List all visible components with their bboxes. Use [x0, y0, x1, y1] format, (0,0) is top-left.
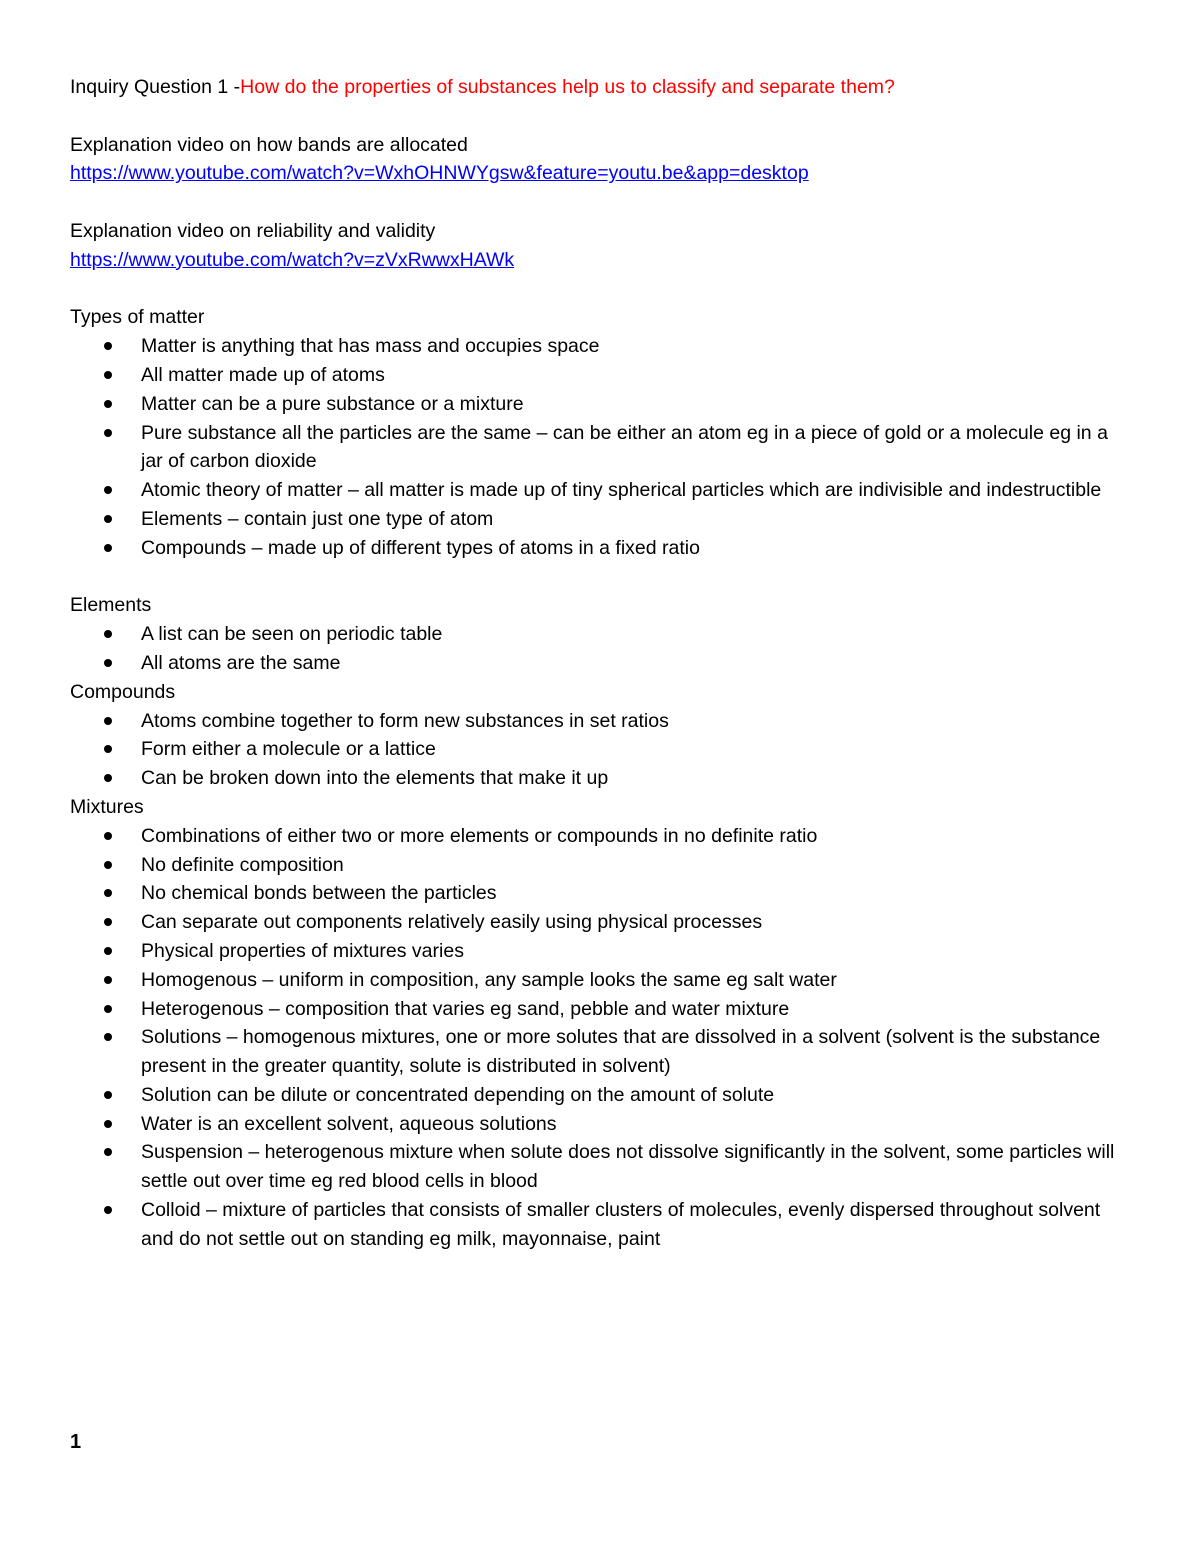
bullet-icon — [104, 745, 112, 753]
list-item — [70, 649, 1130, 678]
list-item-text: All matter made up of atoms — [141, 363, 385, 386]
list-item-text: Solution can be dilute or concentrated depending on the amount of solute — [141, 1083, 775, 1106]
inquiry-question-line — [70, 73, 1130, 102]
inquiry-label: Inquiry Question 1 - — [70, 76, 241, 98]
video-link[interactable]: https://www.youtube.com/watch?v=zVxRwwxHAWk — [70, 248, 515, 271]
list-item — [70, 1196, 1130, 1254]
section-heading-compounds: Compounds — [70, 680, 176, 703]
list-item-text: Colloid – mixture of particles that consists of smaller clusters of molecules, evenly dispersed throughout solvent and do not settle out on standing eg milk, mayonnaise, paint — [141, 1199, 1101, 1250]
list-item-text: Heterogenous – composition that varies eg sand, pebble and water mixture — [141, 997, 790, 1020]
bullet-icon — [104, 544, 112, 552]
bullet-icon — [104, 1005, 112, 1013]
list-item-text: Elements – contain just one type of atom — [141, 507, 494, 530]
video-link-line — [70, 246, 1130, 275]
video-title: Explanation video on reliability and validity — [70, 219, 436, 242]
bullet-icon — [104, 1091, 112, 1099]
section-heading-types-of-matter: Types of matter — [70, 306, 205, 329]
list-item-text: Matter is anything that has mass and occupies space — [141, 335, 600, 358]
bullet-icon — [104, 371, 112, 379]
list-item — [70, 620, 1130, 649]
list-item — [70, 735, 1130, 764]
list-item-text: Pure substance all the particles are the same – can be either an atom eg in a piece of gold or a molecule eg in a jar of carbon dioxide — [141, 421, 1108, 473]
list-item — [70, 419, 1130, 477]
bullet-icon — [104, 659, 112, 667]
list-item — [70, 390, 1130, 419]
bullet-icon — [104, 486, 112, 494]
list-item — [70, 822, 1130, 851]
list-item-text: Suspension – heterogenous mixture when solute does not dissolve significantly in the solvent, some particles will settle out over time eg red blood cells in blood — [141, 1141, 1115, 1193]
bullet-list-elements — [70, 620, 1130, 678]
bullet-icon — [104, 861, 112, 869]
video-link[interactable]: https://www.youtube.com/watch?v=WxhOHNWYgsw&feature=youtu.be&app=desktop — [70, 162, 809, 185]
section-heading-mixtures: Mixtures — [70, 795, 144, 818]
list-item-text: Water is an excellent solvent, aqueous solutions — [141, 1112, 557, 1135]
bullet-icon — [104, 342, 112, 350]
list-item — [70, 707, 1130, 736]
bullet-icon — [104, 630, 112, 638]
list-item — [70, 1110, 1130, 1139]
list-item-text: All atoms are the same — [141, 651, 341, 674]
bullet-icon — [104, 1148, 112, 1156]
list-item — [70, 534, 1130, 563]
list-item — [70, 879, 1130, 908]
bullet-list-types-of-matter — [70, 332, 1130, 562]
bullet-icon — [104, 515, 112, 523]
bullet-icon — [104, 774, 112, 782]
list-item-text: A list can be seen on periodic table — [141, 623, 443, 646]
spacer — [70, 275, 1130, 304]
bullet-icon — [104, 1120, 112, 1128]
bullet-icon — [104, 429, 112, 437]
list-item — [70, 1081, 1130, 1110]
bullet-icon — [104, 400, 112, 408]
bullet-icon — [104, 976, 112, 984]
video-link-line — [70, 159, 1130, 188]
spacer — [70, 102, 1130, 131]
list-item-text: No definite composition — [141, 853, 344, 876]
list-item-text: No chemical bonds between the particles — [141, 882, 497, 905]
document-page — [70, 73, 1130, 1254]
list-item-text: Atoms combine together to form new substances in set ratios — [141, 709, 669, 732]
bullet-icon — [104, 717, 112, 725]
bullet-icon — [104, 889, 112, 897]
list-item — [70, 505, 1130, 534]
list-item — [70, 764, 1130, 793]
video-title: Explanation video on how bands are allocated — [70, 133, 468, 156]
list-item — [70, 908, 1130, 937]
list-item-text: Homogenous – uniform in composition, any sample looks the same eg salt water — [141, 968, 837, 991]
list-item-text: Form either a molecule or a lattice — [141, 738, 436, 761]
spacer — [70, 563, 1130, 592]
section-heading-elements: Elements — [70, 594, 152, 617]
spacer — [70, 188, 1130, 217]
list-item-text: Solutions – homogenous mixtures, one or more solutes that are dissolved in a solvent (solvent is the substance present in the greater quantity, solute is distributed in solvent) — [141, 1026, 1101, 1078]
bullet-list-mixtures — [70, 822, 1130, 1254]
inquiry-question: How do the properties of substances help us to classify and separate them? — [240, 76, 895, 98]
page-number: 1 — [70, 1431, 82, 1453]
list-item — [70, 995, 1130, 1024]
list-item — [70, 332, 1130, 361]
list-item-text: Can be broken down into the elements that make it up — [141, 767, 609, 790]
bullet-icon — [104, 1033, 112, 1041]
bullet-list-compounds — [70, 707, 1130, 793]
list-item-text: Matter can be a pure substance or a mixture — [141, 392, 524, 415]
bullet-icon — [104, 1206, 112, 1214]
bullet-icon — [104, 918, 112, 926]
list-item — [70, 966, 1130, 995]
bullet-icon — [104, 947, 112, 955]
list-item-text: Can separate out components relatively easily using physical processes — [141, 911, 763, 934]
list-item — [70, 1023, 1130, 1081]
list-item — [70, 937, 1130, 966]
bullet-icon — [104, 832, 112, 840]
list-item — [70, 476, 1130, 505]
list-item — [70, 1138, 1130, 1196]
list-item-text: Physical properties of mixtures varies — [141, 939, 464, 962]
list-item — [70, 361, 1130, 390]
list-item-text: Combinations of either two or more elements or compounds in no definite ratio — [141, 824, 818, 847]
list-item — [70, 851, 1130, 880]
list-item-text: Compounds – made up of different types of atoms in a fixed ratio — [141, 536, 700, 559]
list-item-text: Atomic theory of matter – all matter is made up of tiny spherical particles which are indivisible and indestructible — [141, 479, 1102, 502]
